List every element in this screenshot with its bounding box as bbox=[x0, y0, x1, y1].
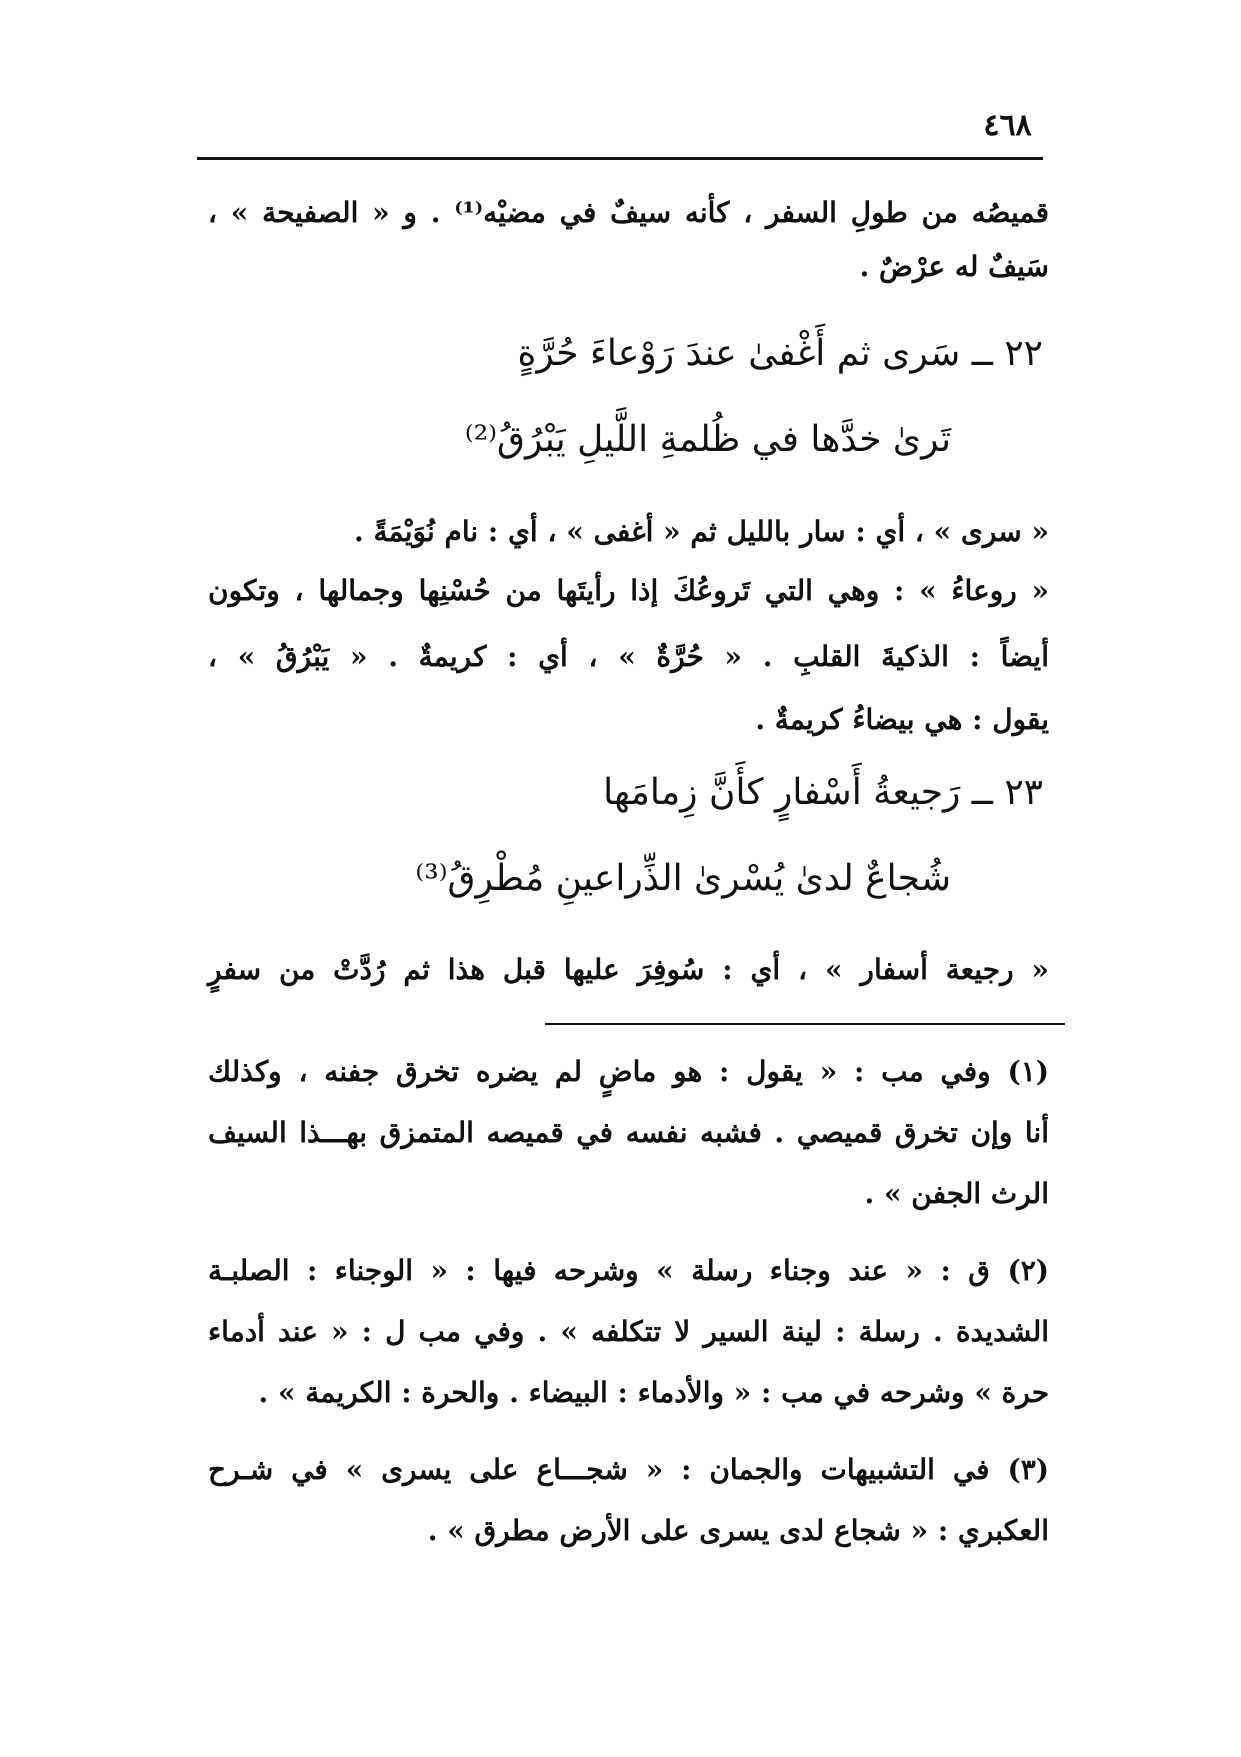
body-line: « رجيعة أسفار » ، أي : سُوفِرَ عليها قبل هذا ثم رُدَّتْ من سفرٍ bbox=[208, 953, 1049, 986]
body-line: قميصُه من طولِ السفر ، كأنه سيفٌ في مضيْه⁽¹⁾ . و « الصفيحة » ، bbox=[208, 196, 1049, 229]
header-rule bbox=[197, 157, 1043, 160]
footnote-line: (٣) في التشبيهات والجمان : « شجـــاع على يسرى » في شـرح bbox=[208, 1453, 1049, 1486]
body-line: يقول : هي بيضاءُ كريمةٌ . bbox=[755, 703, 1049, 736]
footnote-line: حرة » وشرحه في مب : « والأدماء : البيضاء . والحرة : الكريمة » . bbox=[258, 1376, 1049, 1409]
verse-22-first-hemistich: ٢٢ ــ سَرى ثم أَغْفىٰ عندَ رَوْعاءَ حُرَّةٍ bbox=[517, 333, 1043, 374]
footnote-line: الشديدة . رسلة : لينة السير لا تتكلفه » . وفي مب ل : « عند أدماء bbox=[208, 1315, 1049, 1348]
footnote-line: (١) وفي مب : « يقول : هو ماضٍ لم يضره تخرق جفنه ، وكذلك bbox=[208, 1055, 1049, 1088]
verse-23-first-hemistich: ٢٣ ــ رَجيعةُ أَسْفارٍ كأَنَّ زِمامَها bbox=[603, 772, 1043, 813]
body-line: سَيفٌ له عرْضٌ . bbox=[859, 250, 1049, 283]
page-number: ٤٦٨ bbox=[983, 108, 1032, 143]
body-line: أيضاً : الذكيةَ القلبِ . « حُرَّةٌ » ، أي : كريمةٌ . « يَبْرُقُ » ، bbox=[208, 640, 1049, 673]
footnote-line: الرث الجفن » . bbox=[864, 1177, 1049, 1210]
footnote-line: (٢) ق : « عند وجناء رسلة » وشرحه فيها : « الوجناء : الصلبـة bbox=[208, 1254, 1049, 1287]
footnote-line: العكبري : « شجاع لدى يسرى على الأرض مطرق » . bbox=[427, 1514, 1049, 1547]
verse-22-second-hemistich: تَرىٰ خدَّها في ظُلمةِ اللَّيلِ يَبْرُقُ⁽²⁾ bbox=[464, 419, 951, 460]
body-line: « روعاءُ » : وهي التي تَروعُكَ إذا رأيتَها من حُسْنِها وجمالها ، وتكون bbox=[208, 574, 1049, 607]
body-line: « سرى » ، أي : سار بالليل ثم « أغفى » ، أي : نام نُوَيْمَةً . bbox=[354, 515, 1049, 548]
footnote-line: أنا وإن تخرق قميصي . فشبه نفسه في قميصه المتمزق بهـــذا السيف bbox=[208, 1116, 1049, 1149]
verse-23-second-hemistich: شُجاعٌ لدىٰ يُسْرىٰ الذِّراعينِ مُطْرِقُ⁽³⁾ bbox=[415, 858, 951, 899]
footnote-separator bbox=[545, 1023, 1065, 1025]
